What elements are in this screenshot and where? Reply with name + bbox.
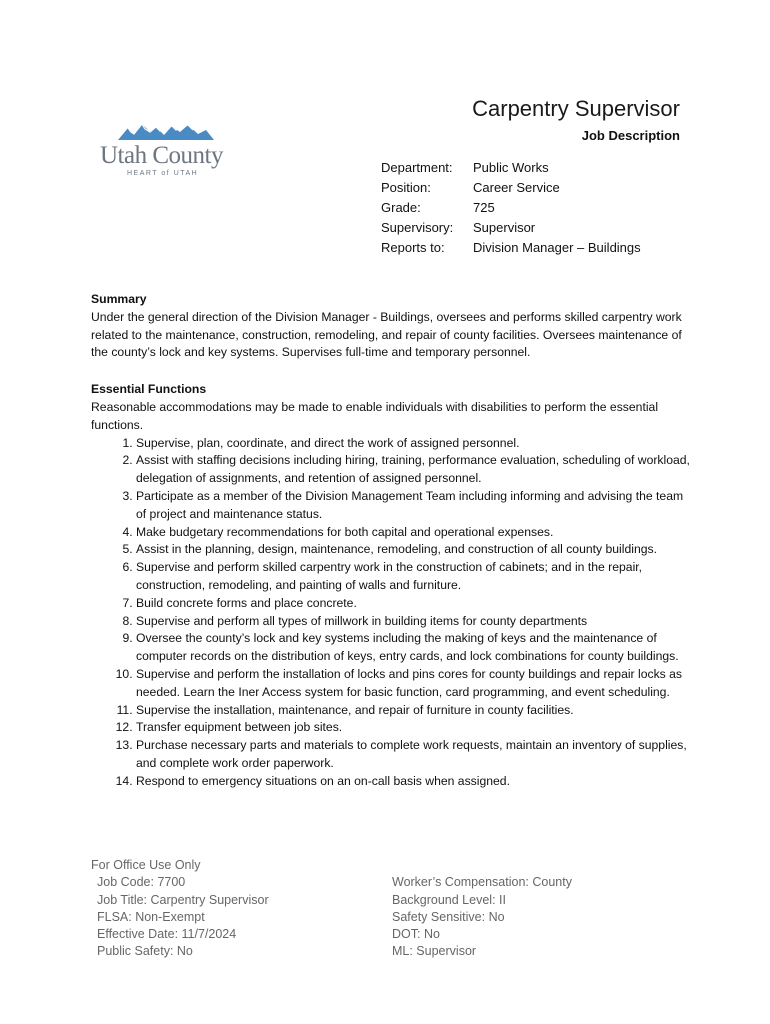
- office-field: Job Title: Carpentry Supervisor: [97, 892, 269, 907]
- list-item: 5. Assist in the planning, design, maintenance, remodeling, and construction of all county buildings.: [136, 541, 691, 559]
- info-value: Public Works: [473, 160, 549, 175]
- info-value: Supervisor: [473, 220, 536, 235]
- list-item: 4. Make budgetary recommendations for both capital and operational expenses.: [136, 524, 691, 542]
- office-field: FLSA: Non-Exempt: [97, 909, 205, 924]
- list-item: 12. Transfer equipment between job sites.: [136, 719, 691, 737]
- info-value: Career Service: [473, 180, 560, 195]
- list-item: 3. Participate as a member of the Division Management Team including informing and advising the team of project and maintenance status.: [136, 488, 691, 524]
- page-subtitle: Job Description: [581, 128, 680, 143]
- utah-county-logo: [98, 120, 238, 182]
- office-field: Public Safety: No: [97, 944, 193, 959]
- info-row-supervisory: [381, 218, 641, 238]
- list-item: 11. Supervise the installation, maintenance, and repair of furniture in county facilities.: [136, 702, 691, 720]
- office-field: Worker’s Compensation: County: [392, 875, 572, 890]
- info-row-position: [381, 178, 641, 198]
- list-item: 9. Oversee the county’s lock and key systems including the making of keys and the maintenance of computer records on the distribution of keys, entry cards, and lock combinations for county buildings.: [136, 630, 691, 666]
- summary-heading: Summary: [91, 292, 147, 306]
- office-field: Background Level: II: [392, 892, 506, 907]
- list-item: 6. Supervise and perform skilled carpentry work in the construction of cabinets; and in the repair, construction, remodeling, and painting of walls and furniture.: [136, 559, 691, 595]
- position-info: [381, 158, 641, 258]
- office-right-column: [392, 874, 572, 960]
- list-item: 1. Supervise, plan, coordinate, and direct the work of assigned personnel.: [136, 435, 691, 453]
- info-label: Reports to:: [381, 240, 445, 255]
- essential-functions-heading: Essential Functions: [91, 382, 207, 397]
- info-row-department: [381, 158, 641, 178]
- info-label: Grade:: [381, 200, 421, 215]
- document-body: [91, 291, 691, 791]
- logo-wordmark: Utah County: [100, 142, 223, 169]
- info-label: Supervisory:: [381, 220, 454, 235]
- page-title: Carpentry Supervisor: [472, 96, 680, 121]
- list-item: 7. Build concrete forms and place concrete.: [136, 595, 691, 613]
- info-label: Position:: [381, 180, 431, 195]
- info-value: 725: [473, 200, 495, 215]
- list-item: 14. Respond to emergency situations on an on-call basis when assigned.: [136, 773, 691, 791]
- list-item: 13. Purchase necessary parts and materials to complete work requests, maintain an inventory of supplies, and complete work order paperwork.: [136, 737, 691, 773]
- list-item: 2. Assist with staffing decisions including hiring, training, performance evaluation, scheduling of workload, delegation of assignments, and retention of assigned personnel.: [136, 452, 691, 488]
- info-label: Department:: [381, 160, 453, 175]
- essential-functions-list: [91, 435, 691, 791]
- list-item: 10. Supervise and perform the installation of locks and pins cores for county buildings and repair locks as needed. Learn the Iner Access system for basic function, card programming, and event scheduling.: [136, 666, 691, 702]
- office-use-section: [91, 857, 572, 961]
- mountains-icon: [98, 120, 218, 142]
- list-item: 8. Supervise and perform all types of millwork in building items for county departments: [136, 613, 691, 631]
- info-row-grade: [381, 198, 641, 218]
- info-row-reports-to: [381, 238, 641, 258]
- office-field: Safety Sensitive: No: [392, 909, 505, 924]
- office-left-column: [91, 874, 392, 960]
- logo-tagline: HEART of UTAH: [127, 170, 199, 177]
- office-use-heading: For Office Use Only: [91, 858, 201, 872]
- essential-functions-intro: Reasonable accommodations may be made to enable individuals with disabilities to perform the essential functions.: [91, 399, 659, 432]
- office-field: Effective Date: 11/7/2024: [97, 927, 237, 942]
- info-value: Division Manager – Buildings: [473, 240, 641, 255]
- office-field: ML: Supervisor: [392, 944, 477, 959]
- office-field: Job Code: 7700: [97, 875, 186, 890]
- office-field: DOT: No: [392, 927, 440, 942]
- summary-text: Under the general direction of the Division Manager - Buildings, oversees and performs skilled carpentry work related to the maintenance, construction, remodeling, and repair of county facilities. Oversees maintenance of the county’s lock and key systems. Supervises full-time and temporary personnel.: [91, 309, 682, 360]
